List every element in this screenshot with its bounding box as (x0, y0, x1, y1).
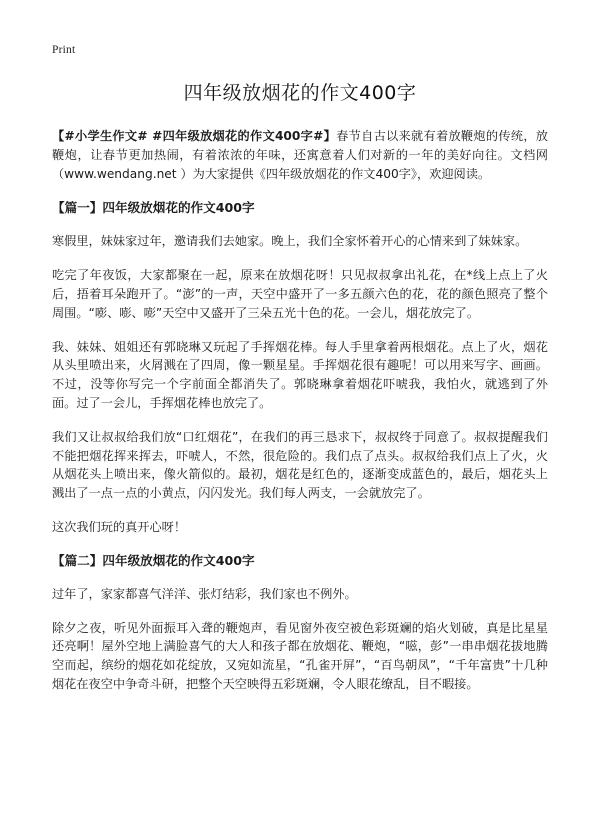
section-one-heading: 【篇一】四年级放烟花的作文400字 (52, 200, 255, 216)
section-two-heading: 【篇二】四年级放烟花的作文400字 (52, 552, 255, 568)
section-one-paragraph-3: 我、妹妹、姐姐还有郭晓琳又玩起了手挥烟花棒。每人手里拿着两根烟花。点上了火，烟花从头里喷出来，火屑溅在了四周，像一颗星星。手挥烟花很有趣呢！可以用来写字、画画。不过，没等你写完一个字前面全都消失了。郭晓琳拿着烟花吓唬我，我怕火，就逃到了外面。过了一会儿，手挥烟花棒也放完了。 (52, 339, 548, 410)
print-label: Print (52, 44, 76, 56)
section-one-paragraph-1: 寒假里，妹妹家过年，邀请我们去她家。晚上，我们全家怀着开心的心情来到了妹妹家。 (52, 234, 528, 249)
section-one-paragraph-4: 我们又让叔叔给我们放“口红烟花”，在我们的再三恳求下，叔叔终于同意了。叔叔提醒我们不能把烟花挥来挥去，吓唬人，不然，很危险的。我们点了点头。叔叔给我们点上了火，火从烟花头上喷出来，像火箭似的。最初，烟花是红色的，逐渐变成蓝色的，最后，烟花头上溅出了一点一点的小黄点，闪闪发光。我们每人两支，一会就放完了。 (52, 429, 548, 501)
section-one-paragraph-2: 吃完了年夜饭，大家都聚在一起，原来在放烟花呀！只见叔叔拿出礼花，在*线上点上了火后，捂着耳朵跑开了。“澎”的一声，天空中盛开了一多五颜六色的花，花的颜色照亮了整个周围。“嘭、嘭、嘭”天空中又盛开了三朵五光十色的花。一会儿，烟花放完了。 (52, 268, 548, 320)
intro-paragraph (52, 127, 548, 183)
section-two-paragraph-2: 除夕之夜，听见外面振耳入聋的鞭炮声，看见窗外夜空被色彩斑斓的焰火划破，真是比星星还亮啊！屋外空地上满脸喜气的大人和孩子都在放烟花、鞭炮，“嗞，彭”一串串烟花拔地腾空而起，缤纷的烟花如花绽放，又宛如流星，“孔雀开屏”，“百鸟朝凤”，“千年富贵”十几种烟花在夜空中争奇斗研，把整个天空映得五彩斑斓，令人眼花缭乱，目不暇接。 (52, 620, 548, 691)
document-title: 四年级放烟花的作文400字 (183, 82, 417, 104)
intro-text: 春节自古以来就有着放鞭炮的传统，放鞭炮，让春节更加热闹，有着浓浓的年味，还寓意着人们对新的一年的美好向往。文档网（www.wendang.net ）为大家提供《四年级放烟花的作文400字》，欢迎阅读。 (52, 129, 548, 181)
section-one-paragraph-5: 这次我们玩的真开心呀！ (52, 519, 187, 534)
section-two-paragraph-1: 过年了，家家都喜气洋洋、张灯结彩，我们家也不例外。 (52, 586, 357, 601)
intro-tags: 【#小学生作文# #四年级放烟花的作文400字#】 (52, 129, 337, 143)
